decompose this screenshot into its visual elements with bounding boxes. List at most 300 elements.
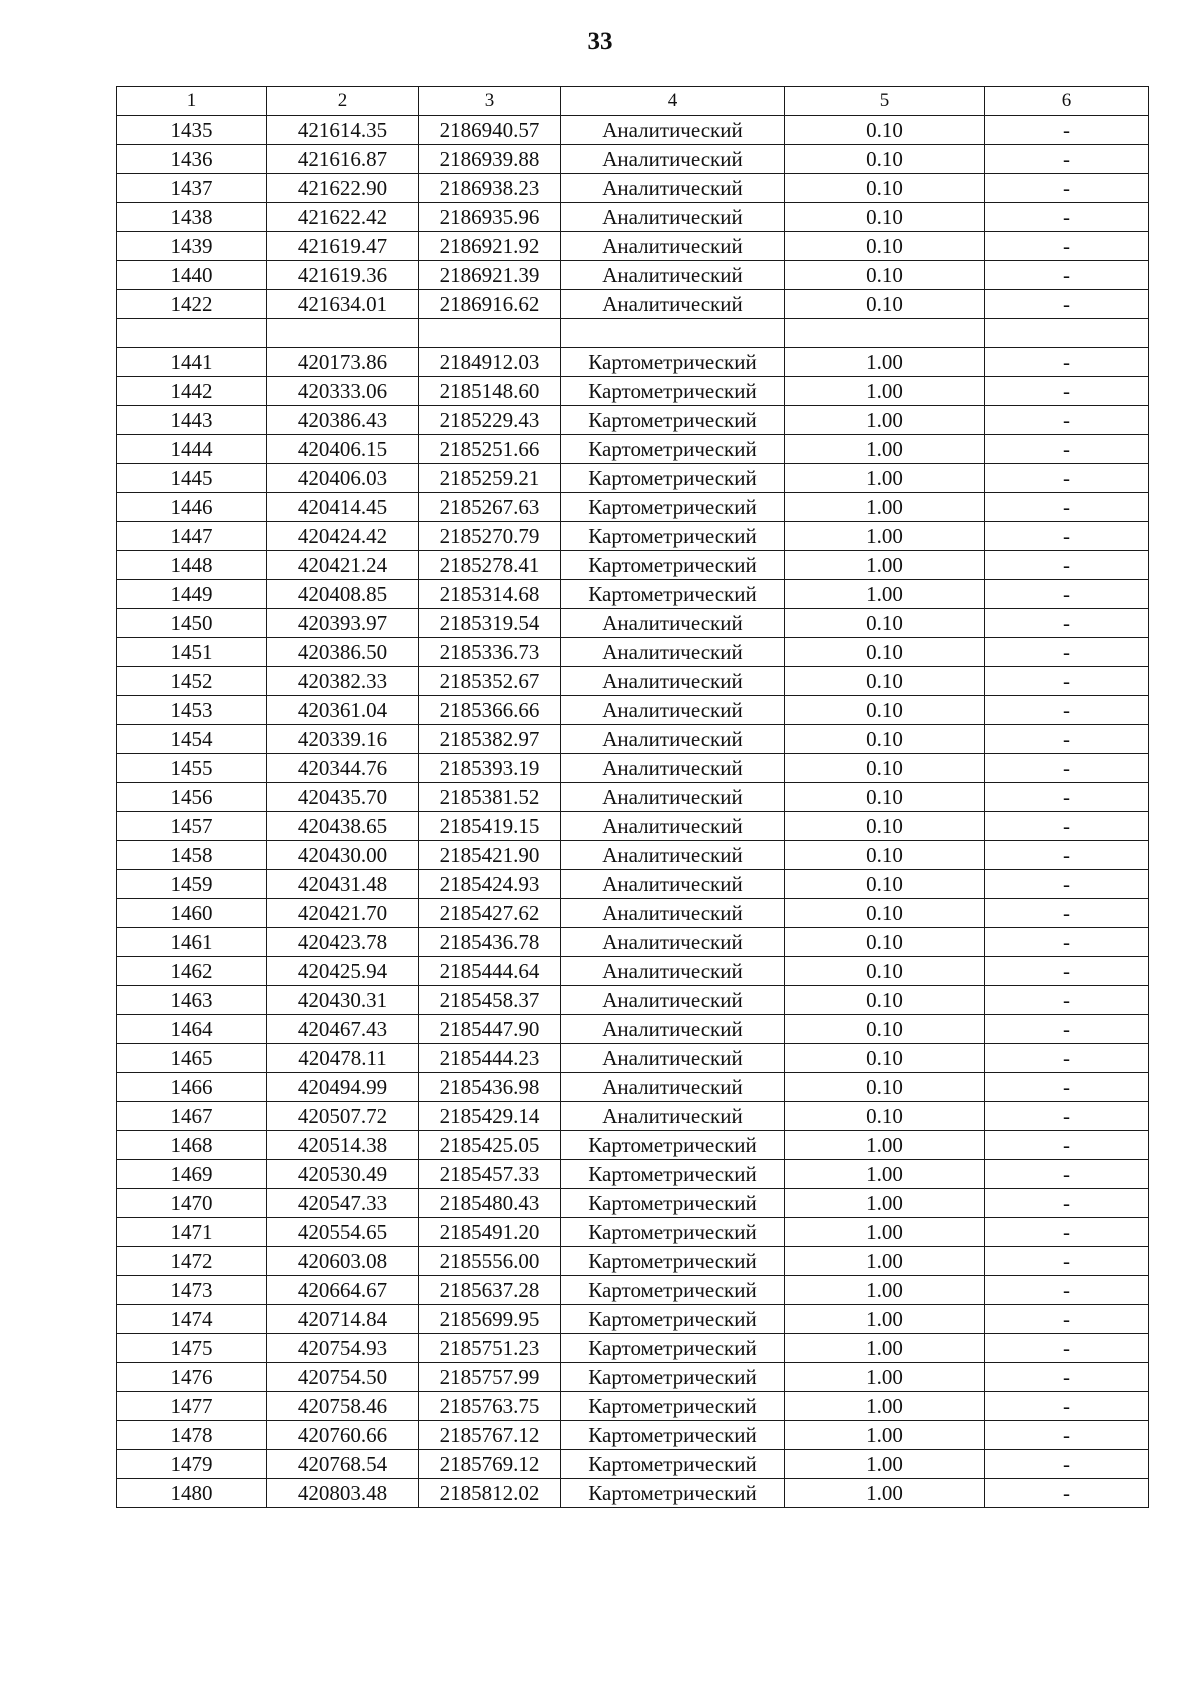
point-number-cell: 1442 (117, 377, 267, 406)
x-coordinate-cell: 420547.33 (267, 1189, 419, 1218)
method-cell: Аналитический (561, 899, 785, 928)
point-number-cell: 1445 (117, 464, 267, 493)
table-row (117, 406, 1149, 435)
y-coordinate-cell: 2185251.66 (419, 435, 561, 464)
table-row (117, 638, 1149, 667)
method-cell: Картометрический (561, 435, 785, 464)
method-cell: Картометрический (561, 580, 785, 609)
method-cell: Картометрический (561, 1247, 785, 1276)
point-number-cell: 1422 (117, 290, 267, 319)
x-coordinate-cell: 420421.70 (267, 899, 419, 928)
table-row (117, 609, 1149, 638)
table-row (117, 1276, 1149, 1305)
note-cell: - (985, 435, 1149, 464)
note-cell: - (985, 754, 1149, 783)
accuracy-cell: 0.10 (785, 754, 985, 783)
x-coordinate-cell: 421634.01 (267, 290, 419, 319)
method-cell: Картометрический (561, 1479, 785, 1508)
note-cell: - (985, 1363, 1149, 1392)
accuracy-cell: 0.10 (785, 116, 985, 145)
x-coordinate-cell: 420425.94 (267, 957, 419, 986)
table-row (117, 174, 1149, 203)
x-coordinate-cell: 421614.35 (267, 116, 419, 145)
table-row (117, 841, 1149, 870)
point-number-cell: 1438 (117, 203, 267, 232)
point-number-cell: 1464 (117, 1015, 267, 1044)
note-cell: - (985, 493, 1149, 522)
method-cell: Картометрический (561, 1160, 785, 1189)
note-cell: - (985, 1073, 1149, 1102)
note-cell: - (985, 1015, 1149, 1044)
note-cell: - (985, 1305, 1149, 1334)
accuracy-cell: 0.10 (785, 696, 985, 725)
accuracy-cell: 0.10 (785, 841, 985, 870)
table-row (117, 1421, 1149, 1450)
table-row (117, 290, 1149, 319)
table-row (117, 1131, 1149, 1160)
x-coordinate-cell: 420393.97 (267, 609, 419, 638)
x-coordinate-cell: 420514.38 (267, 1131, 419, 1160)
table-row (117, 522, 1149, 551)
x-coordinate-cell: 420361.04 (267, 696, 419, 725)
x-coordinate-cell: 420406.03 (267, 464, 419, 493)
y-coordinate-cell: 2185278.41 (419, 551, 561, 580)
accuracy-cell: 0.10 (785, 145, 985, 174)
accuracy-cell: 1.00 (785, 377, 985, 406)
y-coordinate-cell: 2185336.73 (419, 638, 561, 667)
accuracy-cell: 0.10 (785, 203, 985, 232)
accuracy-cell: 1.00 (785, 580, 985, 609)
column-header: 3 (419, 87, 561, 116)
accuracy-cell: 0.10 (785, 1015, 985, 1044)
accuracy-cell: 0.10 (785, 928, 985, 957)
note-cell: - (985, 1044, 1149, 1073)
y-coordinate-cell: 2185458.37 (419, 986, 561, 1015)
x-coordinate-cell: 420408.85 (267, 580, 419, 609)
note-cell: - (985, 290, 1149, 319)
note-cell: - (985, 609, 1149, 638)
y-coordinate-cell: 2186921.92 (419, 232, 561, 261)
page-number: 33 (587, 28, 613, 55)
x-coordinate-cell: 420754.50 (267, 1363, 419, 1392)
method-cell: Аналитический (561, 1015, 785, 1044)
note-cell: - (985, 696, 1149, 725)
column-header: 2 (267, 87, 419, 116)
point-number-cell: 1435 (117, 116, 267, 145)
y-coordinate-cell: 2185751.23 (419, 1334, 561, 1363)
accuracy-cell: 0.10 (785, 609, 985, 638)
accuracy-cell: 1.00 (785, 1334, 985, 1363)
point-number-cell: 1479 (117, 1450, 267, 1479)
y-coordinate-cell: 2185427.62 (419, 899, 561, 928)
note-cell: - (985, 870, 1149, 899)
x-coordinate-cell: 421616.87 (267, 145, 419, 174)
point-number-cell: 1470 (117, 1189, 267, 1218)
y-coordinate-cell: 2185319.54 (419, 609, 561, 638)
table-row (117, 377, 1149, 406)
accuracy-cell: 1.00 (785, 1131, 985, 1160)
method-cell: Аналитический (561, 232, 785, 261)
method-cell: Аналитический (561, 609, 785, 638)
point-number-cell: 1459 (117, 870, 267, 899)
y-coordinate-cell: 2185259.21 (419, 464, 561, 493)
x-coordinate-cell: 421622.90 (267, 174, 419, 203)
point-number-cell: 1441 (117, 348, 267, 377)
point-number-cell: 1458 (117, 841, 267, 870)
x-coordinate-cell: 420386.50 (267, 638, 419, 667)
table-row (117, 1044, 1149, 1073)
note-cell: - (985, 1276, 1149, 1305)
method-cell: Аналитический (561, 290, 785, 319)
table-row (117, 725, 1149, 754)
accuracy-cell: 1.00 (785, 1479, 985, 1508)
note-cell: - (985, 899, 1149, 928)
y-coordinate-cell: 2185812.02 (419, 1479, 561, 1508)
table-row (117, 319, 1149, 348)
method-cell: Картометрический (561, 464, 785, 493)
x-coordinate-cell: 420382.33 (267, 667, 419, 696)
y-coordinate-cell: 2185425.05 (419, 1131, 561, 1160)
note-cell (985, 319, 1149, 348)
point-number-cell: 1448 (117, 551, 267, 580)
point-number-cell: 1440 (117, 261, 267, 290)
y-coordinate-cell: 2186940.57 (419, 116, 561, 145)
y-coordinate-cell: 2185270.79 (419, 522, 561, 551)
y-coordinate-cell: 2186939.88 (419, 145, 561, 174)
table-row (117, 1363, 1149, 1392)
accuracy-cell: 1.00 (785, 1189, 985, 1218)
y-coordinate-cell: 2185444.23 (419, 1044, 561, 1073)
table-row (117, 580, 1149, 609)
x-coordinate-cell: 420478.11 (267, 1044, 419, 1073)
point-number-cell: 1450 (117, 609, 267, 638)
table-row (117, 1392, 1149, 1421)
x-coordinate-cell: 420430.00 (267, 841, 419, 870)
table-row (117, 1015, 1149, 1044)
table-header-row (117, 87, 1149, 116)
y-coordinate-cell: 2185491.20 (419, 1218, 561, 1247)
x-coordinate-cell: 420760.66 (267, 1421, 419, 1450)
table-row (117, 870, 1149, 899)
accuracy-cell: 1.00 (785, 464, 985, 493)
y-coordinate-cell: 2185366.66 (419, 696, 561, 725)
point-number-cell: 1476 (117, 1363, 267, 1392)
x-coordinate-cell: 420803.48 (267, 1479, 419, 1508)
x-coordinate-cell: 420423.78 (267, 928, 419, 957)
method-cell: Картометрический (561, 1276, 785, 1305)
accuracy-cell: 1.00 (785, 1450, 985, 1479)
note-cell: - (985, 1479, 1149, 1508)
accuracy-cell: 1.00 (785, 406, 985, 435)
accuracy-cell: 0.10 (785, 725, 985, 754)
note-cell: - (985, 783, 1149, 812)
y-coordinate-cell: 2185424.93 (419, 870, 561, 899)
note-cell: - (985, 928, 1149, 957)
x-coordinate-cell: 420758.46 (267, 1392, 419, 1421)
x-coordinate-cell: 420424.42 (267, 522, 419, 551)
accuracy-cell: 0.10 (785, 957, 985, 986)
x-coordinate-cell: 420530.49 (267, 1160, 419, 1189)
method-cell: Картометрический (561, 348, 785, 377)
table-row (117, 696, 1149, 725)
method-cell: Аналитический (561, 812, 785, 841)
method-cell: Аналитический (561, 203, 785, 232)
method-cell: Картометрический (561, 406, 785, 435)
method-cell: Картометрический (561, 522, 785, 551)
accuracy-cell: 0.10 (785, 1073, 985, 1102)
y-coordinate-cell: 2185314.68 (419, 580, 561, 609)
accuracy-cell: 1.00 (785, 1421, 985, 1450)
point-number-cell: 1467 (117, 1102, 267, 1131)
point-number-cell: 1454 (117, 725, 267, 754)
note-cell: - (985, 464, 1149, 493)
x-coordinate-cell: 420768.54 (267, 1450, 419, 1479)
x-coordinate-cell: 420754.93 (267, 1334, 419, 1363)
table-row (117, 754, 1149, 783)
y-coordinate-cell: 2185637.28 (419, 1276, 561, 1305)
method-cell: Аналитический (561, 754, 785, 783)
table-row (117, 435, 1149, 464)
x-coordinate-cell: 420414.45 (267, 493, 419, 522)
method-cell: Картометрический (561, 1305, 785, 1334)
point-number-cell: 1465 (117, 1044, 267, 1073)
accuracy-cell: 1.00 (785, 1218, 985, 1247)
x-coordinate-cell: 420430.31 (267, 986, 419, 1015)
table-row (117, 986, 1149, 1015)
y-coordinate-cell: 2185763.75 (419, 1392, 561, 1421)
accuracy-cell: 1.00 (785, 1363, 985, 1392)
point-number-cell: 1460 (117, 899, 267, 928)
table-row (117, 493, 1149, 522)
table-row (117, 116, 1149, 145)
y-coordinate-cell: 2185352.67 (419, 667, 561, 696)
method-cell: Картометрический (561, 1189, 785, 1218)
column-header: 4 (561, 87, 785, 116)
x-coordinate-cell: 420344.76 (267, 754, 419, 783)
note-cell: - (985, 1160, 1149, 1189)
method-cell: Картометрический (561, 551, 785, 580)
table-row (117, 203, 1149, 232)
x-coordinate-cell: 420438.65 (267, 812, 419, 841)
method-cell: Аналитический (561, 116, 785, 145)
accuracy-cell: 1.00 (785, 1276, 985, 1305)
note-cell: - (985, 1102, 1149, 1131)
accuracy-cell: 1.00 (785, 348, 985, 377)
note-cell: - (985, 1334, 1149, 1363)
table-row (117, 1218, 1149, 1247)
note-cell: - (985, 580, 1149, 609)
table-row (117, 1189, 1149, 1218)
x-coordinate-cell: 420554.65 (267, 1218, 419, 1247)
note-cell: - (985, 377, 1149, 406)
x-coordinate-cell: 421619.36 (267, 261, 419, 290)
y-coordinate-cell: 2186935.96 (419, 203, 561, 232)
x-coordinate-cell: 421619.47 (267, 232, 419, 261)
note-cell: - (985, 986, 1149, 1015)
note-cell: - (985, 1450, 1149, 1479)
table-row (117, 1247, 1149, 1276)
table-row (117, 464, 1149, 493)
table-row (117, 812, 1149, 841)
y-coordinate-cell: 2185767.12 (419, 1421, 561, 1450)
y-coordinate-cell: 2185393.19 (419, 754, 561, 783)
table-row (117, 232, 1149, 261)
y-coordinate-cell: 2184912.03 (419, 348, 561, 377)
method-cell: Картометрический (561, 1334, 785, 1363)
note-cell: - (985, 841, 1149, 870)
note-cell: - (985, 145, 1149, 174)
accuracy-cell: 0.10 (785, 261, 985, 290)
accuracy-cell: 1.00 (785, 1392, 985, 1421)
method-cell: Аналитический (561, 1044, 785, 1073)
y-coordinate-cell: 2185382.97 (419, 725, 561, 754)
point-number-cell: 1471 (117, 1218, 267, 1247)
y-coordinate-cell: 2185381.52 (419, 783, 561, 812)
method-cell: Картометрический (561, 1131, 785, 1160)
note-cell: - (985, 232, 1149, 261)
column-header: 5 (785, 87, 985, 116)
note-cell: - (985, 551, 1149, 580)
point-number-cell: 1453 (117, 696, 267, 725)
method-cell: Аналитический (561, 1102, 785, 1131)
point-number-cell: 1456 (117, 783, 267, 812)
table-row (117, 1102, 1149, 1131)
method-cell: Аналитический (561, 841, 785, 870)
note-cell: - (985, 667, 1149, 696)
coordinates-table (116, 86, 1149, 1508)
accuracy-cell: 0.10 (785, 986, 985, 1015)
method-cell: Аналитический (561, 696, 785, 725)
accuracy-cell: 0.10 (785, 290, 985, 319)
method-cell: Аналитический (561, 783, 785, 812)
method-cell: Картометрический (561, 1392, 785, 1421)
y-coordinate-cell: 2185419.15 (419, 812, 561, 841)
y-coordinate-cell: 2185480.43 (419, 1189, 561, 1218)
accuracy-cell: 0.10 (785, 899, 985, 928)
x-coordinate-cell: 420435.70 (267, 783, 419, 812)
table-row (117, 551, 1149, 580)
x-coordinate-cell: 420421.24 (267, 551, 419, 580)
accuracy-cell: 0.10 (785, 783, 985, 812)
accuracy-cell: 1.00 (785, 1247, 985, 1276)
x-coordinate-cell: 420714.84 (267, 1305, 419, 1334)
x-coordinate-cell (267, 319, 419, 348)
method-cell: Аналитический (561, 957, 785, 986)
point-number-cell: 1451 (117, 638, 267, 667)
point-number-cell: 1469 (117, 1160, 267, 1189)
method-cell: Аналитический (561, 261, 785, 290)
x-coordinate-cell: 420664.67 (267, 1276, 419, 1305)
y-coordinate-cell: 2185421.90 (419, 841, 561, 870)
accuracy-cell: 0.10 (785, 232, 985, 261)
y-coordinate-cell: 2185699.95 (419, 1305, 561, 1334)
x-coordinate-cell: 420173.86 (267, 348, 419, 377)
note-cell: - (985, 725, 1149, 754)
note-cell: - (985, 1392, 1149, 1421)
x-coordinate-cell: 420406.15 (267, 435, 419, 464)
accuracy-cell: 0.10 (785, 870, 985, 899)
accuracy-cell: 0.10 (785, 174, 985, 203)
y-coordinate-cell: 2185457.33 (419, 1160, 561, 1189)
y-coordinate-cell: 2185229.43 (419, 406, 561, 435)
note-cell: - (985, 261, 1149, 290)
table-row (117, 261, 1149, 290)
accuracy-cell: 0.10 (785, 1102, 985, 1131)
point-number-cell: 1457 (117, 812, 267, 841)
point-number-cell: 1447 (117, 522, 267, 551)
y-coordinate-cell: 2185769.12 (419, 1450, 561, 1479)
method-cell: Аналитический (561, 928, 785, 957)
note-cell: - (985, 1131, 1149, 1160)
method-cell: Аналитический (561, 986, 785, 1015)
point-number-cell: 1468 (117, 1131, 267, 1160)
accuracy-cell (785, 319, 985, 348)
point-number-cell: 1443 (117, 406, 267, 435)
table-row (117, 957, 1149, 986)
accuracy-cell: 1.00 (785, 493, 985, 522)
y-coordinate-cell: 2185757.99 (419, 1363, 561, 1392)
point-number-cell: 1455 (117, 754, 267, 783)
x-coordinate-cell: 420339.16 (267, 725, 419, 754)
x-coordinate-cell: 421622.42 (267, 203, 419, 232)
accuracy-cell: 1.00 (785, 522, 985, 551)
note-cell: - (985, 1218, 1149, 1247)
method-cell: Аналитический (561, 638, 785, 667)
point-number-cell: 1449 (117, 580, 267, 609)
point-number-cell: 1475 (117, 1334, 267, 1363)
y-coordinate-cell: 2185436.78 (419, 928, 561, 957)
method-cell: Картометрический (561, 1421, 785, 1450)
method-cell: Картометрический (561, 377, 785, 406)
table-row (117, 1479, 1149, 1508)
note-cell: - (985, 348, 1149, 377)
table-row (117, 1305, 1149, 1334)
accuracy-cell: 0.10 (785, 638, 985, 667)
table-row (117, 1334, 1149, 1363)
x-coordinate-cell: 420494.99 (267, 1073, 419, 1102)
x-coordinate-cell: 420431.48 (267, 870, 419, 899)
note-cell: - (985, 174, 1149, 203)
table-row (117, 1450, 1149, 1479)
point-number-cell: 1439 (117, 232, 267, 261)
table-row (117, 1073, 1149, 1102)
y-coordinate-cell: 2185267.63 (419, 493, 561, 522)
method-cell: Аналитический (561, 174, 785, 203)
y-coordinate-cell: 2185444.64 (419, 957, 561, 986)
method-cell: Картометрический (561, 1363, 785, 1392)
x-coordinate-cell: 420467.43 (267, 1015, 419, 1044)
method-cell: Аналитический (561, 1073, 785, 1102)
point-number-cell: 1478 (117, 1421, 267, 1450)
y-coordinate-cell: 2185429.14 (419, 1102, 561, 1131)
accuracy-cell: 0.10 (785, 667, 985, 696)
point-number-cell: 1472 (117, 1247, 267, 1276)
column-header: 1 (117, 87, 267, 116)
point-number-cell: 1452 (117, 667, 267, 696)
point-number-cell: 1480 (117, 1479, 267, 1508)
x-coordinate-cell: 420333.06 (267, 377, 419, 406)
point-number-cell: 1463 (117, 986, 267, 1015)
method-cell: Аналитический (561, 725, 785, 754)
note-cell: - (985, 406, 1149, 435)
note-cell: - (985, 203, 1149, 232)
x-coordinate-cell: 420386.43 (267, 406, 419, 435)
point-number-cell: 1477 (117, 1392, 267, 1421)
method-cell: Картометрический (561, 1450, 785, 1479)
method-cell: Аналитический (561, 145, 785, 174)
y-coordinate-cell: 2185447.90 (419, 1015, 561, 1044)
point-number-cell: 1462 (117, 957, 267, 986)
